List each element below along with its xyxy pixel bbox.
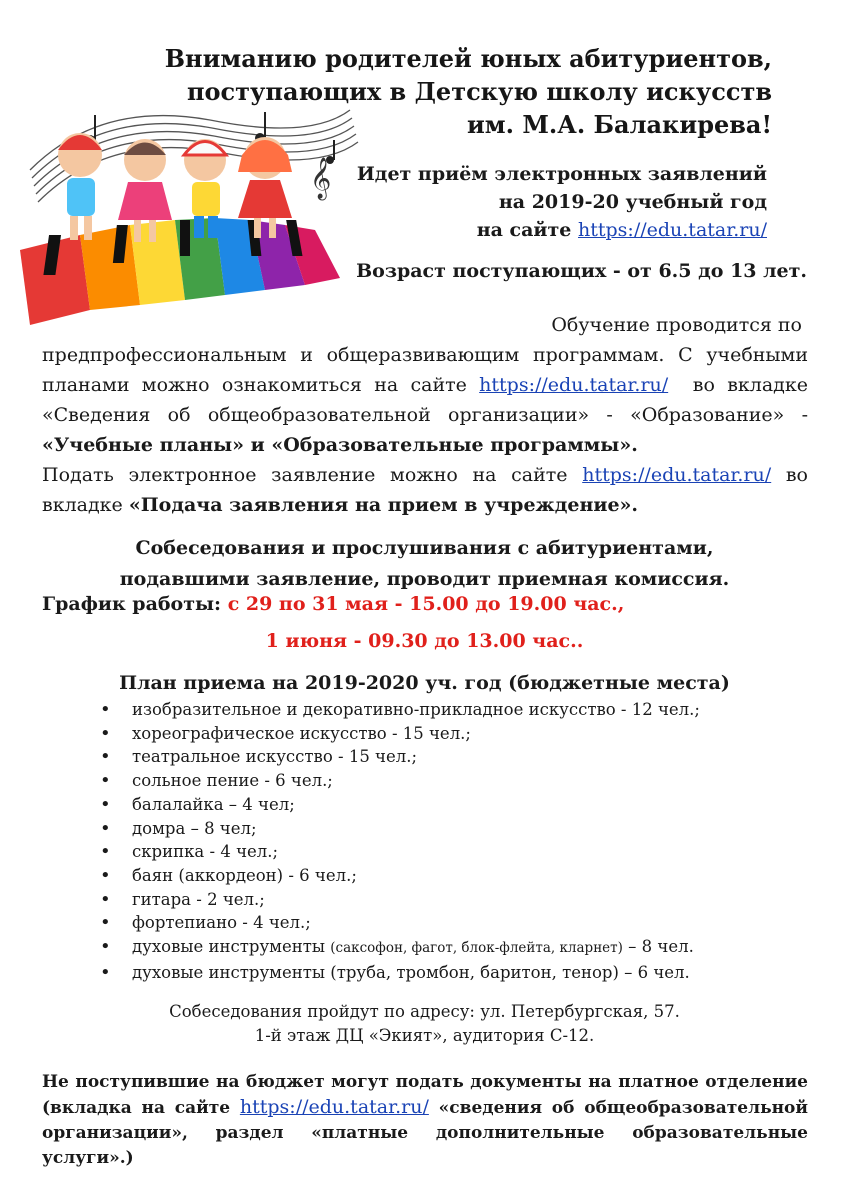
list-item: • скрипка - 4 чел.; [92,840,700,864]
info-first-line: Обучение проводится по [551,314,802,336]
list-item: • хореографическое искусство - 15 чел.; [92,722,700,746]
list-item: • домра – 8 чел; [92,817,700,841]
footer-text-1: Не поступившие на бюджет могут подать документы на платное отделение (вкладка на сайте [42,1072,808,1118]
list-item: • баян (аккордеон) - 6 чел.; [92,864,700,888]
intro-line-1: Идет приём электронных заявлений [356,163,767,185]
info-link-2[interactable]: https://edu.tatar.ru/ [582,464,772,486]
intro-site-link[interactable]: https://edu.tatar.ru/ [578,219,767,241]
page-title [132,42,772,141]
list-item-winds-1 [92,935,700,961]
winds-1-name: духовые инструменты [132,937,326,957]
info-paragraph [42,310,808,520]
interviews-line-1: Собеседования и прослушивания с абитуриентами, [135,537,714,559]
list-item: • изобразительное и декоративно-прикладное искусство - 12 чел.; [92,698,700,722]
schedule-label: График работы: [42,593,222,615]
title-line-3: им. М.А. Балакирева! [466,110,772,139]
list-item: • сольное пение - 6 чел.; [92,769,700,793]
info-after-1: во вкладке «Сведения об общеобразовательной организации» - «Образование» - [42,374,808,426]
intro-line-3 [287,216,767,244]
info-link-1[interactable]: https://edu.tatar.ru/ [479,374,669,396]
interview-address [0,1000,849,1048]
address-line-1: Собеседования пройдут по адресу: ул. Петербургская, 57. [169,1002,680,1021]
info-text-2: Подать электронное заявление можно на сайте [42,464,568,486]
winds-1-count: – 8 чел. [628,937,694,957]
info-bold-1: «Учебные планы» и «Образовательные программы». [42,434,638,456]
interviews-note [0,533,849,595]
address-line-2: 1-й этаж ДЦ «Экият», аудитория С-12. [254,1026,595,1045]
intro-block [287,160,767,244]
title-line-2: поступающих в Детскую школу искусств [186,77,772,106]
list-item: • театральное искусство - 15 чел.; [92,745,700,769]
age-requirement: Возраст поступающих - от 6.5 до 13 лет. [356,260,807,282]
list-item: • балалайка – 4 чел; [92,793,700,817]
footer-site-link[interactable]: https://edu.tatar.ru/ [239,1096,429,1118]
intro-line-2: на 2019-20 учебный год [498,191,767,213]
info-after-2: во вкладке [42,464,808,516]
intro-prefix: на сайте [476,219,572,241]
plan-list [92,698,700,984]
list-item-winds-2: • духовые инструменты (труба, тромбон, баритон, тенор) – 6 чел. [92,961,700,985]
list-item: • гитара - 2 чел.; [92,888,700,912]
schedule-june: 1 июня - 09.30 до 13.00 час.. [265,630,584,652]
footer-note [42,1070,808,1171]
list-item: • фортепиано - 4 чел.; [92,911,700,935]
schedule-may: с 29 по 31 мая - 15.00 до 19.00 час., [227,593,625,615]
footer-text-2: «сведения об общеобразовательной организации», раздел «платные дополнительные образовательные услуги».) [42,1098,808,1168]
schedule-line-1 [42,593,624,615]
svg-text:𝄞: 𝄞 [310,158,332,199]
plan-title: План приема на 2019-2020 уч. год (бюджетные места) [119,672,730,694]
winds-1-detail: (саксофон, фагот, блок-флейта, кларнет) [330,940,623,957]
info-bold-2: «Подача заявления на прием в учреждение». [128,494,639,516]
interviews-line-2: подавшими заявление, проводит приемная комиссия. [119,568,730,590]
info-text-1: предпрофессиональным и общеразвивающим программам. С учебными планами можно ознакомиться на сайте [42,344,808,396]
child-1 [58,133,102,240]
title-line-1: Вниманию родителей юных абитуриентов, [164,44,772,73]
